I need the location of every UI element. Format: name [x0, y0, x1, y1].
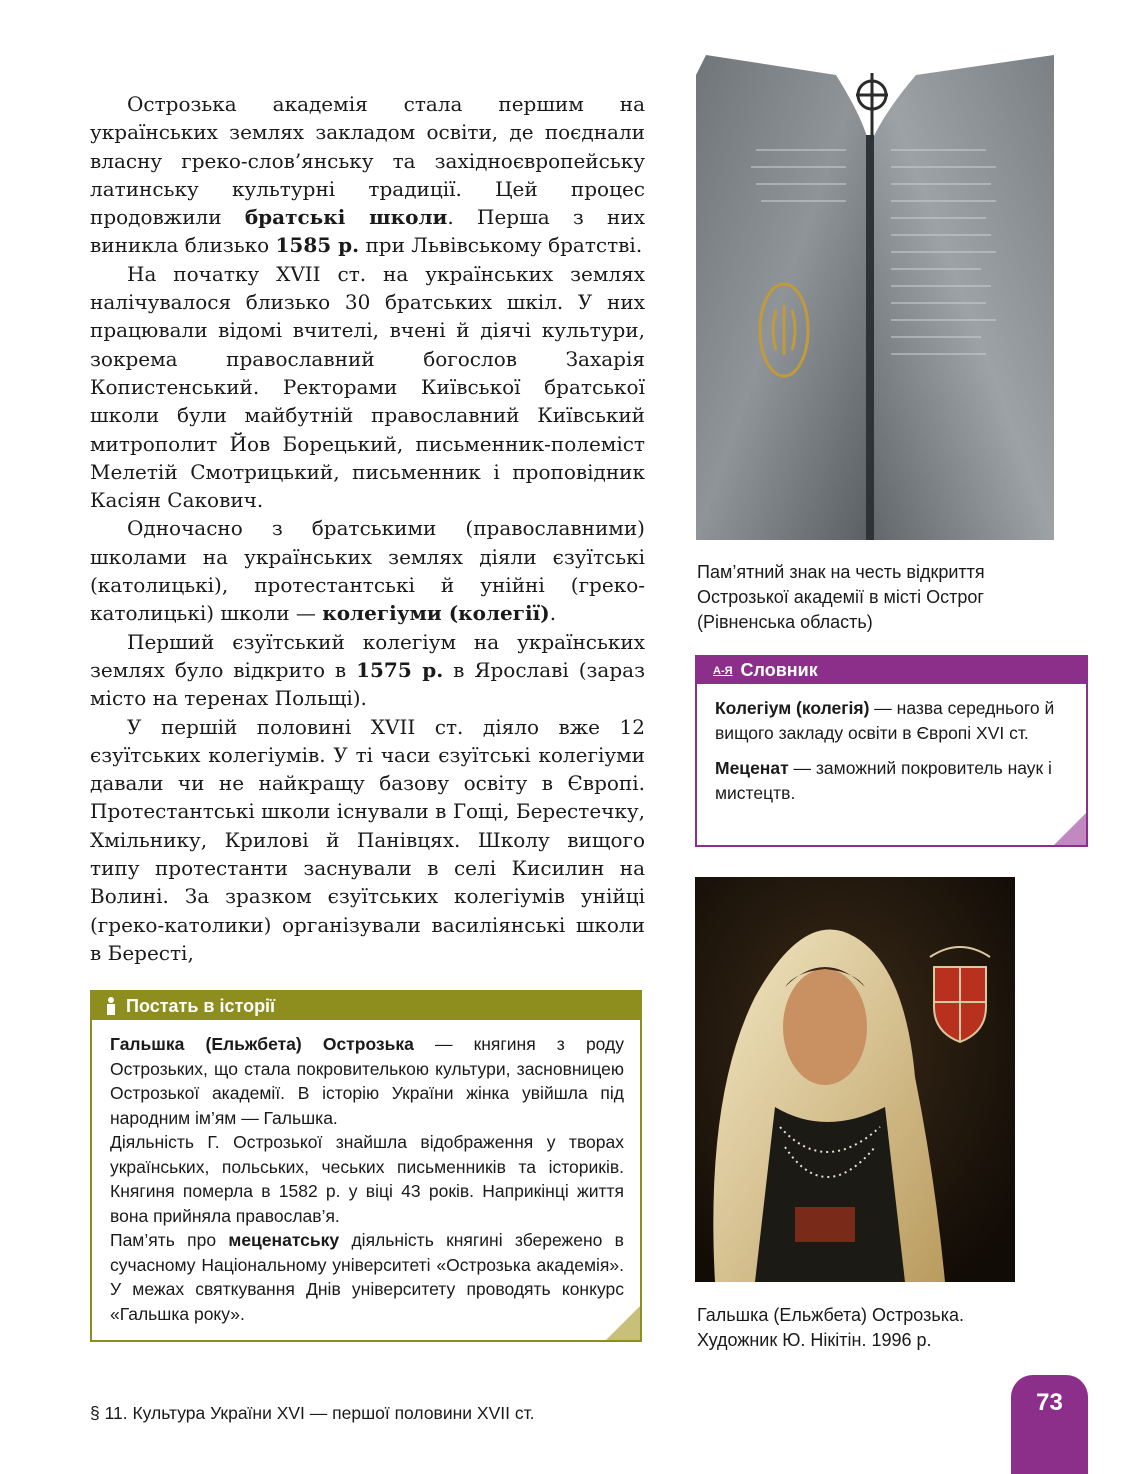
history-paragraph-2: Діяльність Г. Острозької знайшла відображення у творах українських, польських, чеських письменників та істориків. Княгиня померла в 1582 р. у віці 43 років. Наприкінці життя вона прийняла православ’я.	[110, 1132, 624, 1226]
figure-1-caption: Пам’ятний знак на честь відкриття Острозької академії в місті Острог (Рівненська область)	[697, 562, 985, 632]
history-paragraph-1: Гальшка (Ельжбета) Острозька — княгиня з роду Острозьких, що стала покровителькою культури, засновницею Острозької академії. В історію України жінка увійшла під народним ім’ям — Гальшка.	[110, 1034, 624, 1128]
history-corner-decoration	[606, 1306, 640, 1340]
main-text	[90, 90, 645, 967]
person-icon	[106, 997, 116, 1015]
paragraph-4: Перший єзуїтський колегіум на українських землях було відкрито в 1575 р. в Ярославі (зараз місто на теренах Польщі).	[90, 629, 645, 711]
vocab-corner-decoration	[1054, 813, 1086, 845]
history-figure-box	[90, 990, 642, 1342]
history-paragraph-3: Пам’ять про меценатську діяльність княгині збережено в сучасному Національному університеті «Острозька академія». У межах святкування Днів університету проводять конкурс «Гальшка року».	[110, 1230, 624, 1324]
vocab-entry-2: Меценат — заможний покровитель наук і мистецтв.	[715, 758, 1052, 803]
figure-2-caption: Гальшка (Ельжбета) Острозька. Художник Ю. Нікітін. 1996 р.	[697, 1305, 965, 1350]
history-header	[92, 992, 640, 1020]
paragraph-1: Острозька академія стала першим на українських землях закладом освіти, де поєднали власну греко-слов’янську та західноєвропейську латинську культурні традиції. Цей процес продовжили братські школи. Перша з них виникла близько 1585 р. при Львівському братстві.	[90, 92, 645, 258]
memorial-stone-image	[696, 55, 1054, 540]
paragraph-5: У першій половині XVII ст. діяло вже 12 єзуїтських колегіумів. У ті часи єзуїтські колегіуми давали чи не найкращу базову освіту в Європі. Протестантські школи існували в Гощі, Берестечку, Хмільнику, Крилові й Панівцях. Школу вищого типу протестанти заснували в селі Кисилин на Волині. За зразком єзуїтських колегіумів унійці (греко-католики) організували василіянські школи в Бересті,	[90, 714, 645, 965]
vocab-entry-1: Колегіум (колегія) — назва середнього й вищого закладу освіти в Європі XVI ст.	[715, 698, 1055, 743]
history-title: Постать в історії	[126, 995, 276, 1016]
vocabulary-header	[697, 657, 1086, 684]
vocabulary-title: Словник	[740, 660, 818, 680]
page-number: 73	[1011, 1375, 1088, 1474]
portrait-image	[695, 877, 1015, 1282]
running-footer: § 11. Культура України XVI — першої половини XVII ст.	[90, 1403, 535, 1423]
paragraph-2: На початку XVII ст. на українських землях налічувалося близько 30 братських шкіл. У них працювали відомі вчителі, вчені й діячі культури, зокрема православний богослов Захарія Копистенський. Ректорами Київської братської школи були майбутній православний Київський митрополит Йов Борецький, письменник-полеміст Мелетій Смотрицький, письменник і проповідник Касіян Сакович.	[90, 261, 645, 513]
vocabulary-box	[695, 655, 1088, 847]
paragraph-3: Одночасно з братськими (православними) школами на українських землях діяли єзуїтські (католицькі), протестантські й унійні (греко-католицькі) школи — колегіуми (колегії).	[90, 516, 645, 626]
dictionary-icon: А-Я	[713, 664, 733, 677]
